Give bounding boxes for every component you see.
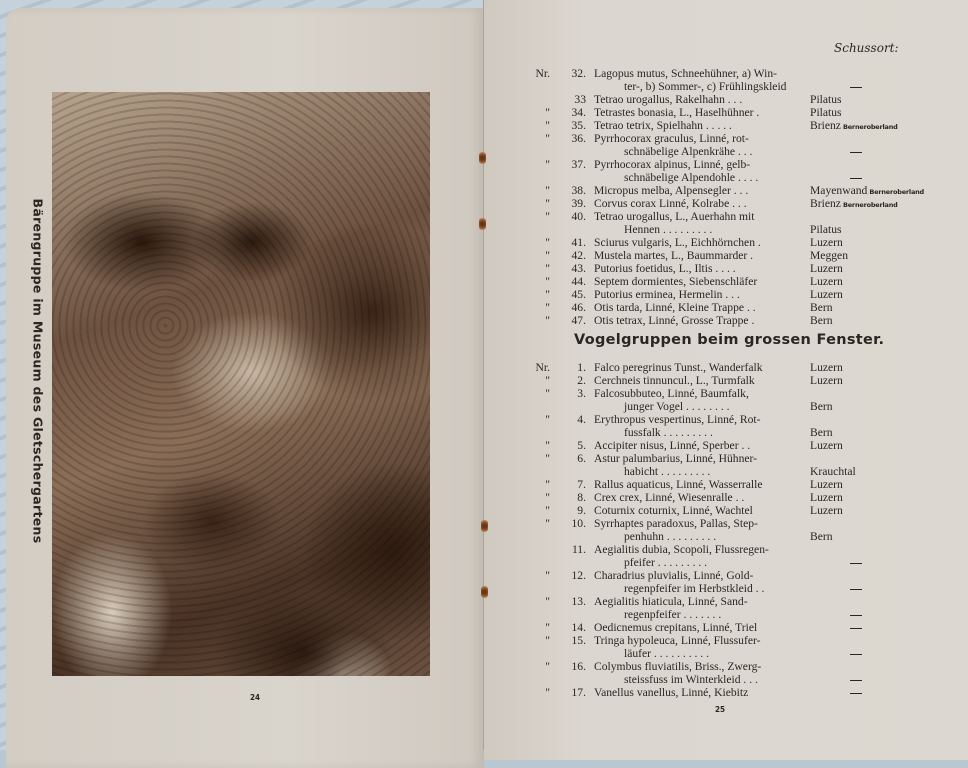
entry-prefix: " (545, 119, 550, 132)
entry-number: 45. (571, 288, 586, 301)
entry-text-line: ter-, b) Sommer-, c) Frühlingskleid (624, 80, 787, 93)
entry-location: Mayenwand Berneroberland (810, 184, 925, 197)
list-entry (520, 132, 940, 158)
entry-text-line: Tetrao urogallus, L., Auerhahn mit (594, 210, 755, 223)
entry-location: Luzern (810, 491, 843, 504)
entry-location: Luzern (810, 236, 843, 249)
entry-location (850, 145, 862, 158)
entry-location: Luzern (810, 288, 843, 301)
entry-location: Bern (810, 530, 833, 543)
photo-caption-text: Bärengruppe im Museum des Gletschergartens (30, 198, 46, 544)
dash-mark (850, 178, 862, 179)
section-title: Vogelgruppen beim grossen Fenster. (574, 332, 885, 348)
entry-prefix: " (545, 634, 550, 647)
staple-mark (481, 586, 488, 598)
entry-prefix: " (545, 504, 550, 517)
entry-number: 34. (571, 106, 586, 119)
entry-location: Luzern (810, 374, 843, 387)
entry-number: 1. (577, 361, 586, 374)
entry-prefix: " (545, 106, 550, 119)
entry-number: 40. (571, 210, 586, 223)
entry-text-line: Astur palumbarius, Linné, Hühner- (594, 452, 758, 465)
entry-text-line: Pyrrhocorax alpinus, Linné, gelb- (594, 158, 751, 171)
entry-number: 32. (571, 67, 586, 80)
entry-number: 7. (577, 478, 586, 491)
entry-location: Luzern (810, 504, 843, 517)
entry-text-line: Otis tarda, Linné, Kleine Trappe . . (594, 301, 756, 314)
entry-number: 2. (577, 374, 586, 387)
entry-location: Pilatus (810, 106, 842, 119)
entry-text-line: Charadrius pluvialis, Linné, Gold- (594, 569, 754, 582)
list-entry (520, 288, 940, 301)
entry-number: 3. (577, 387, 586, 400)
entry-prefix: " (545, 262, 550, 275)
entry-location: Luzern (810, 439, 843, 452)
entry-text-line: Falco peregrinus Tunst., Wanderfalk (594, 361, 763, 374)
entry-number: 11. (571, 543, 586, 556)
entry-location (850, 647, 862, 660)
list-entry (520, 634, 940, 660)
entry-location: Bern (810, 301, 833, 314)
entry-text-line: Aegialitis dubia, Scopoli, Flussregen- (594, 543, 769, 556)
entry-number: 39. (571, 197, 586, 210)
entry-location-region: Berneroberland (840, 123, 898, 131)
entry-text-line: Coturnix coturnix, Linné, Wachtel (594, 504, 753, 517)
list-entry (520, 478, 940, 491)
list-entry (520, 452, 940, 478)
entry-text-line: Pyrrhocorax graculus, Linné, rot- (594, 132, 749, 145)
dash-mark (850, 589, 862, 590)
entry-text-line: Rallus aquaticus, Linné, Wasserralle (594, 478, 763, 491)
list-entry (520, 543, 940, 569)
bear-group-photo (52, 92, 430, 676)
entry-text-line: Sciurus vulgaris, L., Eichhörnchen . (594, 236, 761, 249)
entry-text-line: schnäbelige Alpenkrähe . . . (624, 145, 753, 158)
list-entry (520, 660, 940, 686)
entry-text-line: Otis tetrax, Linné, Grosse Trappe . (594, 314, 755, 327)
entry-location: Luzern (810, 361, 843, 374)
entry-number: 33 (574, 93, 586, 106)
entry-prefix: " (545, 686, 550, 699)
entry-location (850, 686, 862, 699)
list-entry (520, 210, 940, 236)
list-entry (520, 686, 940, 699)
entry-text-line: Falcosubbuteo, Linné, Baumfalk, (594, 387, 749, 400)
dash-mark (850, 680, 862, 681)
entry-text-line: Tetrastes bonasia, L., Haselhühner . (594, 106, 760, 119)
entry-location: Luzern (810, 275, 843, 288)
entry-prefix: " (545, 210, 550, 223)
entry-text-line: Putorius foetidus, L., Iltis . . . . (594, 262, 736, 275)
entry-prefix: " (545, 569, 550, 582)
list-entry (520, 197, 940, 210)
entry-location: Bern (810, 426, 833, 439)
entry-prefix: " (545, 413, 550, 426)
entry-prefix: " (545, 249, 550, 262)
entry-prefix: " (545, 132, 550, 145)
entry-prefix: " (545, 236, 550, 249)
entry-location: Luzern (810, 478, 843, 491)
list-entry (520, 236, 940, 249)
entry-location: Pilatus (810, 93, 842, 106)
entry-location (850, 80, 862, 93)
entry-location (850, 673, 862, 686)
list-entry (520, 621, 940, 634)
entry-number: 8. (577, 491, 586, 504)
entry-text-line: regenpfeifer . . . . . . . (624, 608, 722, 621)
staple-mark (479, 152, 486, 164)
dash-mark (850, 152, 862, 153)
entry-text-line: Mustela martes, L., Baummarder . (594, 249, 754, 262)
page-number-right: 25 (715, 705, 726, 714)
dash-mark (850, 563, 862, 564)
dash-mark (850, 693, 862, 694)
entry-location: Meggen (810, 249, 848, 262)
entry-prefix: " (545, 595, 550, 608)
entry-text-line: Septem dormientes, Siebenschläfer (594, 275, 758, 288)
entry-text-line: Aegialitis hiaticula, Linné, Sand- (594, 595, 748, 608)
entry-location (850, 582, 862, 595)
list-entry (520, 275, 940, 288)
list-entry (520, 413, 940, 439)
entry-text-line: Micropus melba, Alpensegler . . . (594, 184, 749, 197)
list-entry (520, 595, 940, 621)
entry-number: 5. (577, 439, 586, 452)
entry-prefix: " (545, 621, 550, 634)
entry-location: Pilatus (810, 223, 842, 236)
entry-number: 9. (577, 504, 586, 517)
entry-prefix: " (545, 158, 550, 171)
entry-number: 13. (571, 595, 586, 608)
entry-prefix: " (545, 374, 550, 387)
entry-prefix: " (545, 660, 550, 673)
entry-text-line: habicht . . . . . . . . . (624, 465, 711, 478)
entry-number: 36. (571, 132, 586, 145)
entry-prefix: " (545, 478, 550, 491)
entry-prefix: " (545, 517, 550, 530)
entry-text-line: penhuhn . . . . . . . . . (624, 530, 717, 543)
list-entry (520, 262, 940, 275)
list-entry (520, 387, 940, 413)
entry-text-line: Tetrao urogallus, Rakelhahn . . . (594, 93, 743, 106)
dash-mark (850, 628, 862, 629)
entry-number: 4. (577, 413, 586, 426)
entry-text-line: fussfalk . . . . . . . . . (624, 426, 713, 439)
entry-text-line: Erythropus vespertinus, Linné, Rot- (594, 413, 761, 426)
entry-number: 17. (571, 686, 586, 699)
entry-text-line: Syrrhaptes paradoxus, Pallas, Step- (594, 517, 758, 530)
dash-mark (850, 87, 862, 88)
list-entry (520, 569, 940, 595)
entry-text-line: Vanellus vanellus, Linné, Kiebitz (594, 686, 749, 699)
entry-location: Bern (810, 314, 833, 327)
entry-number: 44. (571, 275, 586, 288)
entry-number: 10. (571, 517, 586, 530)
entry-text-line: Tetrao tetrix, Spielhahn . . . . . (594, 119, 732, 132)
entry-prefix: " (545, 387, 550, 400)
list-entry (520, 249, 940, 262)
entry-text-line: Cerchneis tinnuncul., L., Turmfalk (594, 374, 755, 387)
entry-number: 47. (571, 314, 586, 327)
entry-location (850, 556, 862, 569)
dash-mark (850, 654, 862, 655)
entry-text-line: Crex crex, Linné, Wiesenralle . . (594, 491, 745, 504)
list-entry (520, 67, 940, 93)
entry-text-line: Hennen . . . . . . . . . (624, 223, 713, 236)
entry-location (850, 608, 862, 621)
list-entry (520, 301, 940, 314)
entry-text-line: Oedicnemus crepitans, Linné, Triel (594, 621, 758, 634)
entry-number: 16. (571, 660, 586, 673)
column-header-schussort: Schussort: (834, 41, 899, 55)
entry-prefix: " (545, 314, 550, 327)
entry-location (850, 171, 862, 184)
entry-location: Luzern (810, 262, 843, 275)
entry-number: 38. (571, 184, 586, 197)
entry-text-line: Putorius erminea, Hermelin . . . (594, 288, 740, 301)
list-entry (520, 93, 940, 106)
entry-location: Brienz Berneroberland (810, 119, 898, 132)
photo-caption (28, 198, 48, 544)
entry-text-line: läufer . . . . . . . . . . (624, 647, 710, 660)
entry-number: 35. (571, 119, 586, 132)
entry-number: 42. (571, 249, 586, 262)
list-entry (520, 361, 940, 374)
entry-prefix: " (545, 439, 550, 452)
list-entry (520, 439, 940, 452)
entry-text-line: pfeifer . . . . . . . . . (624, 556, 708, 569)
entry-location: Bern (810, 400, 833, 413)
staple-mark (479, 218, 486, 230)
page-number-left: 24 (250, 693, 261, 702)
entry-location-region: Berneroberland (840, 201, 898, 209)
list-entry (520, 184, 940, 197)
entry-number: 14. (571, 621, 586, 634)
list-entry (520, 158, 940, 184)
list-entry (520, 106, 940, 119)
list-entry (520, 504, 940, 517)
entry-text-line: steissfuss im Winterkleid . . . (624, 673, 758, 686)
entry-location: Krauchtal (810, 465, 856, 478)
entry-prefix: " (545, 275, 550, 288)
dash-mark (850, 615, 862, 616)
entry-text-line: Lagopus mutus, Schneehühner, a) Win- (594, 67, 778, 80)
entry-prefix: " (545, 491, 550, 504)
entry-prefix: Nr. (535, 67, 550, 80)
entry-text-line: junger Vogel . . . . . . . . (624, 400, 730, 413)
entry-number: 12. (571, 569, 586, 582)
entry-text-line: regenpfeifer im Herbstkleid . . (624, 582, 765, 595)
list-entry (520, 517, 940, 543)
entry-prefix: " (545, 197, 550, 210)
entry-location: Brienz Berneroberland (810, 197, 898, 210)
entry-text-line: Accipiter nisus, Linné, Sperber . . (594, 439, 751, 452)
list-entry (520, 119, 940, 132)
entry-prefix: " (545, 452, 550, 465)
entry-text-line: schnäbelige Alpendohle . . . . (624, 171, 759, 184)
entry-number: 37. (571, 158, 586, 171)
entry-number: 15. (571, 634, 586, 647)
book-gutter (483, 0, 484, 750)
entry-location (850, 621, 862, 634)
entry-text-line: Colymbus fluviatilis, Briss., Zwerg- (594, 660, 762, 673)
entry-prefix: " (545, 288, 550, 301)
entry-location-region: Berneroberland (867, 188, 925, 196)
entry-number: 41. (571, 236, 586, 249)
list-entry (520, 314, 940, 327)
entry-text-line: Tringa hypoleuca, Linné, Flussufer- (594, 634, 761, 647)
entry-text-line: Corvus corax Linné, Kolrabe . . . (594, 197, 747, 210)
staple-mark (481, 520, 488, 532)
entry-number: 6. (577, 452, 586, 465)
entry-prefix: Nr. (535, 361, 550, 374)
entry-prefix: " (545, 184, 550, 197)
entry-prefix: " (545, 301, 550, 314)
entry-number: 43. (571, 262, 586, 275)
list-entry (520, 374, 940, 387)
entry-number: 46. (571, 301, 586, 314)
list-entry (520, 491, 940, 504)
